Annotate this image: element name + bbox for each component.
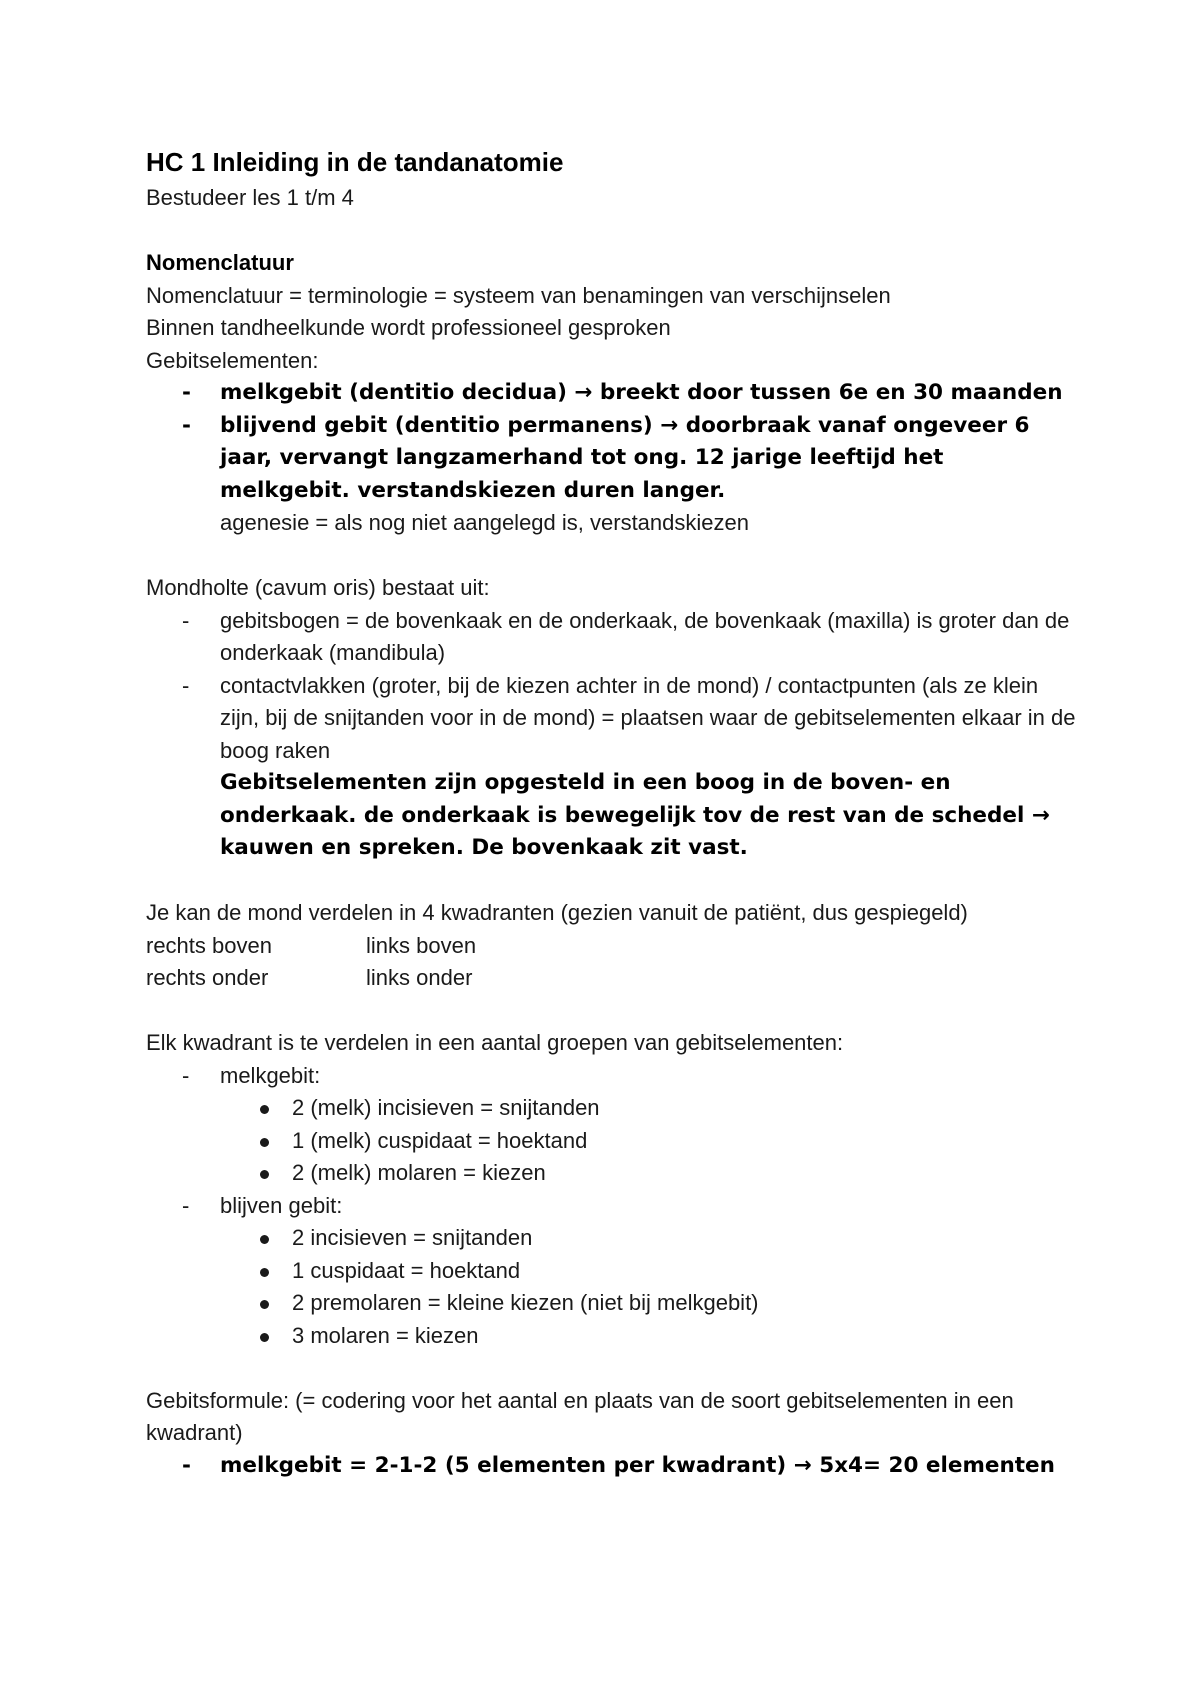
section-intro-mondholte: Mondholte (cavum oris) bestaat uit:	[146, 575, 490, 600]
document-content	[146, 142, 1076, 1482]
document-title: HC 1 Inleiding in de tandanatomie	[146, 147, 564, 177]
list-item-blijvend-gebit: - blijvend gebit (dentitio permanens) → doorbraak vanaf ongeveer 6 jaar, vervangt langzamerhand tot ong. 12 jarige leeftijd het melkgebit. verstandskiezen duren langer.	[146, 410, 1076, 508]
note-agenesie: agenesie = als nog niet aangelegd is, verstandskiezen	[220, 510, 749, 535]
list-item-melkgebit-groepen: - melkgebit:	[146, 1060, 1076, 1093]
bullet-item: 2 (melk) incisieven = snijtanden	[146, 1092, 1076, 1125]
list-item-blijven-gebit-groepen: - blijven gebit:	[146, 1190, 1076, 1223]
section-intro-gebitsformule: Gebitsformule: (= codering voor het aantal en plaats van de soort gebitselementen in een kwadrant)	[146, 1387, 1014, 1445]
document-subtitle: Bestudeer les 1 t/m 4	[146, 185, 354, 210]
list-item-melkgebit: - melkgebit (dentitio decidua) → breekt door tussen 6e en 30 maanden	[146, 377, 1076, 410]
section-intro-groepen: Elk kwadrant is te verdelen in een aantal groepen van gebitselementen:	[146, 1030, 844, 1055]
bullet-item: 2 premolaren = kleine kiezen (niet bij melkgebit)	[146, 1287, 1076, 1320]
list-item-gebitsbogen: - gebitsbogen = de bovenkaak en de onderkaak, de bovenkaak (maxilla) is groter dan de onderkaak (mandibula)	[146, 605, 1076, 670]
list-item-contactvlakken: - contactvlakken (groter, bij de kiezen achter in de mond) / contactpunten (als ze klein zijn, bij de snijtanden voor in de mond) = plaatsen waar de gebitselementen elkaar in de boog raken	[146, 670, 1076, 768]
quadrant-cell: rechts boven	[146, 932, 272, 958]
bullet-item: 1 (melk) cuspidaat = hoektand	[146, 1125, 1076, 1158]
quadrant-cell: links onder	[366, 965, 473, 990]
quadrant-row	[146, 930, 1076, 963]
quadrant-row	[146, 962, 1076, 995]
bullet-item: 2 incisieven = snijtanden	[146, 1222, 1076, 1255]
section-heading-nomenclatuur: Nomenclatuur	[146, 250, 294, 275]
list-item-formule-melkgebit: - melkgebit = 2-1-2 (5 elementen per kwadrant) → 5x4= 20 elementen	[146, 1450, 1076, 1483]
bullet-item: 1 cuspidaat = hoektand	[146, 1255, 1076, 1288]
paragraph-line: Binnen tandheelkunde wordt professioneel gesproken	[146, 315, 671, 340]
bullet-item: 3 molaren = kiezen	[146, 1320, 1076, 1353]
paragraph-line: Nomenclatuur = terminologie = systeem van benamingen van verschijnselen	[146, 282, 891, 308]
quadrant-cell: links boven	[366, 932, 477, 958]
section-intro-kwadranten: Je kan de mond verdelen in 4 kwadranten (gezien vanuit de patiënt, dus gespiegeld)	[146, 900, 968, 925]
bold-note-boog: Gebitselementen zijn opgesteld in een boog in de boven- en onderkaak. de onderkaak is bewegelijk tov de rest van de schedel → kauwen en spreken. De bovenkaak zit vast.	[220, 770, 1050, 860]
quadrant-cell: rechts onder	[146, 965, 269, 990]
bullet-item: 2 (melk) molaren = kiezen	[146, 1157, 1076, 1190]
paragraph-line: Gebitselementen:	[146, 347, 319, 373]
